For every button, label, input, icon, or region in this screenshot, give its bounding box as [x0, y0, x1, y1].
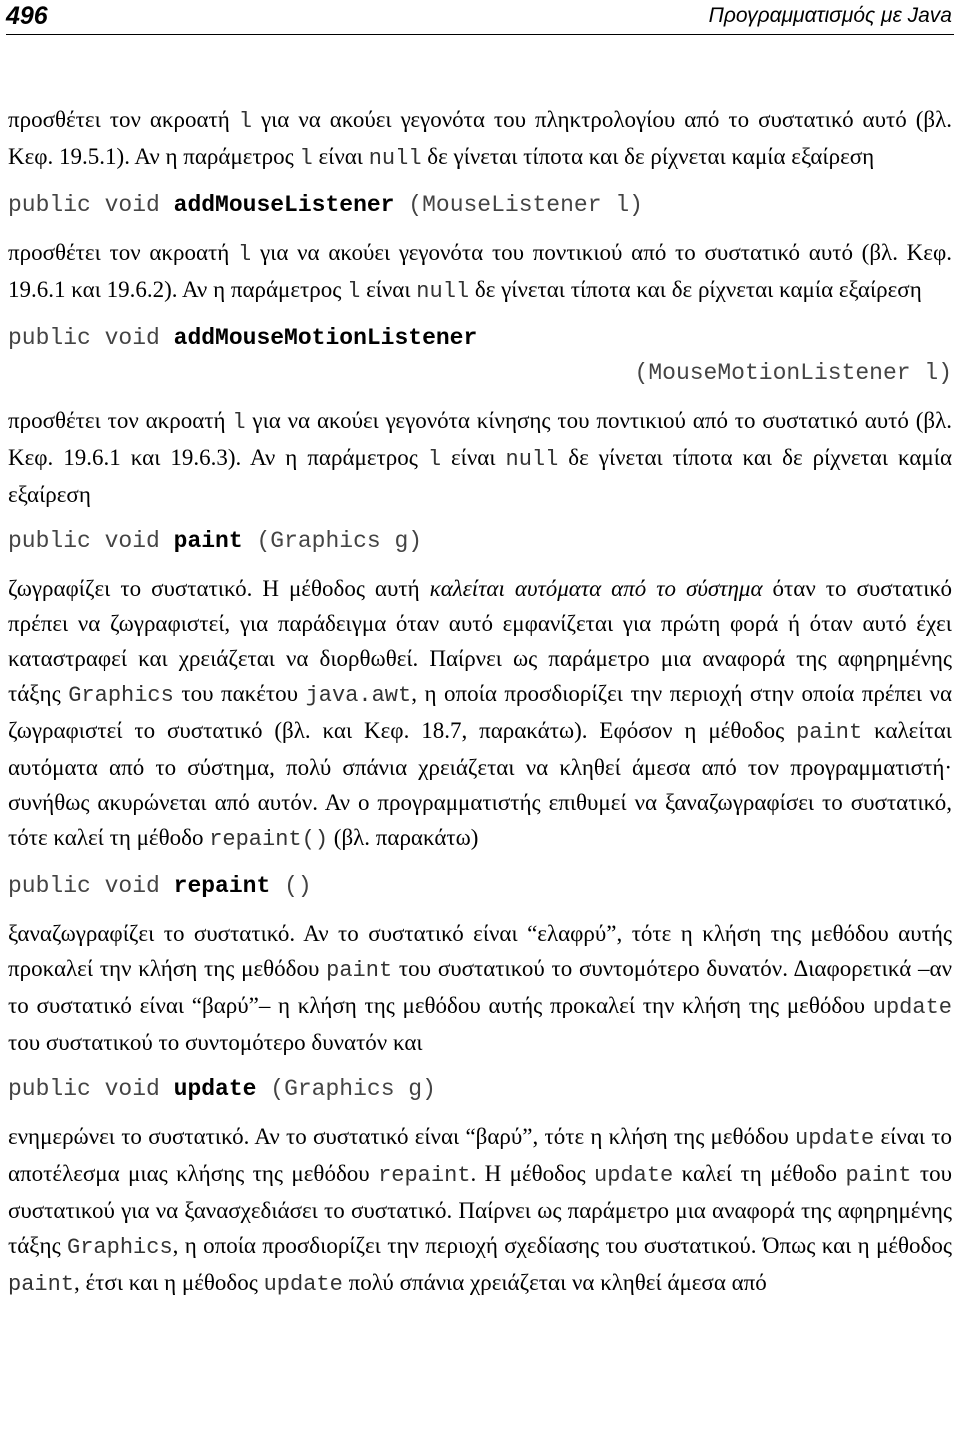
body-paragraph [8, 1119, 952, 1302]
text-run: δε γίνεται τίποτα και δε ρίχνεται καμία εξαίρεση [421, 144, 875, 169]
method-params: (Graphics g) [256, 1076, 436, 1102]
method-signature [8, 188, 952, 223]
inline-code: repaint [378, 1163, 471, 1188]
method-params: () [270, 873, 312, 899]
text-run: . Η μέθοδος [470, 1161, 595, 1186]
inline-code: update [594, 1163, 674, 1188]
signature-keywords: public void [8, 1076, 174, 1102]
inline-code: l [238, 109, 252, 134]
text-run: είναι το αποτέλεσμα μιας κλήσης της μεθόδου [8, 1124, 953, 1186]
page-header [0, 0, 960, 36]
inline-code: update [263, 1272, 343, 1297]
method-params: (Graphics g) [242, 528, 423, 554]
method-signature [8, 524, 952, 559]
text-run: για να ακούει γεγονότα του ποντικιού από το συστατικό αυτό (βλ. Κεφ. 19.6.1 και 19.6.2). Αν η παράμετρος [8, 240, 952, 302]
inline-code: l [347, 279, 361, 304]
inline-code: paint [326, 958, 393, 983]
method-signature [8, 869, 952, 904]
method-name: paint [173, 528, 243, 554]
text-run: δε γίνεται τίποτα και δε ρίχνεται καμία εξαίρεση [469, 277, 922, 302]
emphasis-text: καλείται αυτόματα από το σύστημα [429, 576, 763, 601]
text-run: του συστατικού για να ξανασχεδιάσει το συστατικό. Παίρνει ως παράμετρο μια αναφορά της αφηρημένης τάξης [8, 1161, 952, 1258]
text-run: είναι [360, 277, 417, 302]
inline-code: l [238, 242, 252, 267]
inline-code: update [795, 1126, 875, 1151]
body-paragraph [8, 235, 952, 309]
inline-code: null [505, 447, 559, 472]
method-signature [8, 321, 952, 356]
header-rule [6, 34, 954, 35]
text-run: είναι [312, 144, 369, 169]
spacer [8, 176, 952, 188]
inline-code: paint [845, 1163, 912, 1188]
page-body [8, 102, 952, 1314]
text-run: του πακέτου [173, 681, 306, 706]
text-run: πολύ σπάνια χρειάζεται να κληθεί άμεσα από [342, 1270, 767, 1295]
text-run: δε γίνεται τίποτα και δε ρίχνεται καμία εξαίρεση [8, 445, 953, 507]
signature-keywords: public void [8, 325, 174, 351]
text-run: (βλ. παρακάτω) [328, 825, 479, 850]
inline-code: l [299, 146, 313, 171]
text-run: του συστατικού το συντομότερο δυνατόν και [8, 1030, 423, 1055]
spacer [8, 223, 952, 235]
method-params-continuation [8, 356, 952, 391]
spacer [8, 904, 952, 916]
text-run: καλεί τη μέθοδο [673, 1161, 846, 1186]
signature-keywords: public void [8, 192, 174, 218]
text-run: ξαναζωγραφίζει το συστατικό. Αν το συστατικό είναι “ελαφρύ”, τότε η κλήση της μεθόδου αυτής προκαλεί την κλήση της μεθόδου [8, 921, 952, 981]
signature-keywords: public void [8, 873, 174, 899]
inline-code: paint [8, 1272, 75, 1297]
spacer [8, 1302, 952, 1314]
text-run: , η οποία προσδιορίζει την περιοχή στην οποία πρέπει να ζωγραφιστεί το συστατικό (βλ. και Κεφ. 18.7, παρακάτω). Εφόσον η μέθοδος [8, 681, 953, 743]
method-name: addMouseListener [173, 192, 395, 218]
inline-code: l [427, 447, 442, 472]
spacer [8, 391, 952, 403]
inline-code: Graphics [68, 683, 174, 708]
inline-code: l [232, 410, 246, 435]
text-run: ζωγραφίζει το συστατικό. Η μέθοδος αυτή [8, 576, 430, 601]
text-run: προσθέτει τον ακροατή [8, 240, 239, 265]
spacer [8, 512, 952, 524]
inline-code: paint [796, 720, 863, 745]
text-run: προσθέτει τον ακροατή [8, 408, 233, 433]
method-name: repaint [173, 873, 271, 899]
text-run: για να ακούει γεγονότα κίνησης του ποντικιού από το συστατικό αυτό (βλ. Κεφ. 19.6.1 και 19.6.3). Αν η παράμετρος [8, 408, 952, 470]
text-run: , η οποία προσδιορίζει την περιοχή σχεδίασης του συστατικού. Όπως και η μέθοδος [172, 1233, 952, 1258]
spacer [8, 857, 952, 869]
signature-keywords: public void [8, 528, 174, 554]
text-run: , έτσι και η μέθοδος [74, 1270, 264, 1295]
text-run: για να ακούει γεγονότα του πληκτρολογίου από το συστατικό αυτό (βλ. Κεφ. 19.5.1). Αν η παράμετρος [8, 107, 952, 169]
text-run: προσθέτει τον ακροατή [8, 107, 239, 132]
method-signature [8, 1072, 952, 1107]
text-run: ενημερώνει το συστατικό. Αν το συστατικό είναι “βαρύ”, τότε η κλήση της μεθόδου [8, 1124, 796, 1149]
method-name: addMouseMotionListener [173, 325, 478, 351]
body-paragraph [8, 916, 952, 1060]
spacer [8, 559, 952, 571]
method-params: (MouseMotionListener l) [634, 360, 952, 386]
inline-code: null [416, 279, 470, 304]
text-run: όταν το συστατικό πρέπει να ζωγραφιστεί, για παράδειγμα όταν αυτό εμφανίζεται για πρώτη φορά ή όταν αυτό έχει καταστραφεί και χρειάζεται να διορθωθεί. Παίρνει ως παράμετρο μια αναφορά της αφηρημένης τάξης [8, 576, 952, 706]
text-run: καλείται αυτόματα από το σύστημα, πολύ σπάνια χρειάζεται να κληθεί άμεσα από τον προγραμματιστή· συνήθως ακυρώνεται από αυτόν. Αν ο προγραμματιστής επιθυμεί να ξαναζωγραφίσει το συστατικό, τότε καλεί τη μέθοδο [8, 718, 952, 850]
spacer [8, 1060, 952, 1072]
spacer [8, 1107, 952, 1119]
inline-code: java.awt [305, 683, 412, 708]
inline-code: repaint() [209, 827, 329, 852]
running-title: Προγραμματισμός με Java [708, 4, 952, 27]
method-name: update [173, 1076, 257, 1102]
method-params: (MouseListener l) [394, 192, 643, 218]
inline-code: Graphics [67, 1235, 173, 1260]
inline-code: update [872, 995, 952, 1020]
body-paragraph [8, 102, 952, 176]
page-number: 496 [6, 2, 48, 30]
text-run: του συστατικού το συντομότερο δυνατόν. Διαφορετικά –αν το συστατικό είναι “βαρύ”– η κλήση της μεθόδου αυτής προκαλεί την κλήση της μεθόδου [8, 956, 952, 1018]
body-paragraph [8, 403, 952, 512]
text-run: είναι [441, 445, 506, 470]
spacer [8, 309, 952, 321]
body-paragraph [8, 571, 952, 857]
inline-code: null [368, 146, 422, 171]
